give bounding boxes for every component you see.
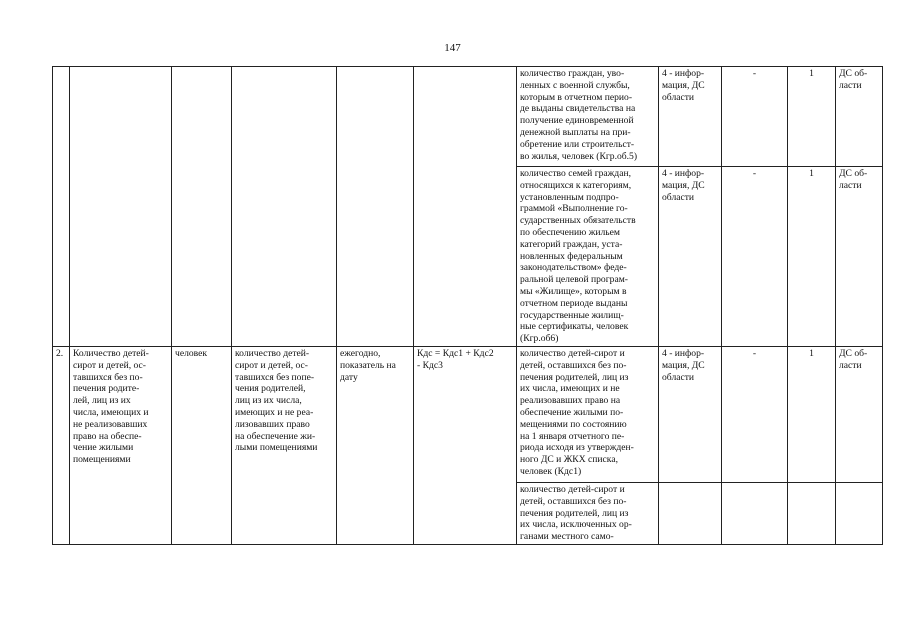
cell-formula [414, 67, 517, 347]
cell-indicator-name: Количество детей- сирот и детей, ос- тавшихся без по- печения родите- лей, лиц из их числа, имеющих и не реализовавших право на обеспе- чение жилыми помещениями [70, 346, 172, 544]
cell-one [788, 482, 836, 544]
cell-unit [172, 67, 232, 347]
cell-definition: количество детей- сирот и детей, ос- тавшихся без попе- чения родителей, лиц из их числа, имеющих и не реа- лизовавших право на обеспечение жи- лыми помещениями [232, 346, 337, 544]
cell-source: 4 - инфор- мация, ДС области [659, 346, 722, 482]
cell-dash: - [722, 346, 788, 482]
cell-responsible: ДС об- ласти [836, 67, 883, 167]
page-number: 147 [444, 42, 461, 54]
cell-dash: - [722, 67, 788, 167]
cell-base-indicator: количество детей-сирот и детей, оставшихся без по- печения родителей, лиц из их числа, имеющих и не реализовавших право на обеспечение жилыми по- мещениями по состоянию на 1 января отчетного пе- риода исходя из утвержден- ного ДС и ЖКХ списка, человек (Кдс1) [517, 346, 659, 482]
cell-source: 4 - инфор- мация, ДС области [659, 67, 722, 167]
cell-dash [722, 482, 788, 544]
cell-source: 4 - инфор- мация, ДС области [659, 167, 722, 347]
cell-responsible: ДС об- ласти [836, 346, 883, 482]
cell-one: 1 [788, 346, 836, 482]
table-row [53, 346, 883, 482]
cell-responsible [836, 482, 883, 544]
cell-one: 1 [788, 167, 836, 347]
cell-dash: - [722, 167, 788, 347]
cell-period [337, 67, 414, 347]
indicator-table [52, 66, 883, 545]
cell-responsible: ДС об- ласти [836, 167, 883, 347]
cell-base-indicator: количество семей граждан, относящихся к категориям, установленным подпро- граммой «Выполнение го- сударственных обязательств по обеспечению жильем категорий граждан, уста- новленных федеральным законодательством» феде- ральной целевой програм- мы «Жилище», которым в отчетном периоде выданы государственные жилищ- ные сертификаты, человек (Кгр.об6) [517, 167, 659, 347]
cell-source [659, 482, 722, 544]
cell-unit: человек [172, 346, 232, 544]
cell-definition [232, 67, 337, 347]
cell-base-indicator: количество граждан, уво- ленных с военной службы, которым в отчетном перио- де выданы свидетельства на получение единовременной денежной выплаты на при- обретение или строительст- во жилья, человек (Кгр.об.5) [517, 67, 659, 167]
cell-base-indicator: количество детей-сирот и детей, оставшихся без по- печения родителей, лиц из их числа, исключенных ор- ганами местного само- [517, 482, 659, 544]
cell-period: ежегодно, показатель на дату [337, 346, 414, 544]
table-row [53, 67, 883, 167]
cell-index [53, 67, 70, 347]
cell-formula: Кдс = Кдс1 + Кдс2 - Кдс3 [414, 346, 517, 544]
cell-one: 1 [788, 67, 836, 167]
cell-index: 2. [53, 346, 70, 544]
cell-indicator-name [70, 67, 172, 347]
